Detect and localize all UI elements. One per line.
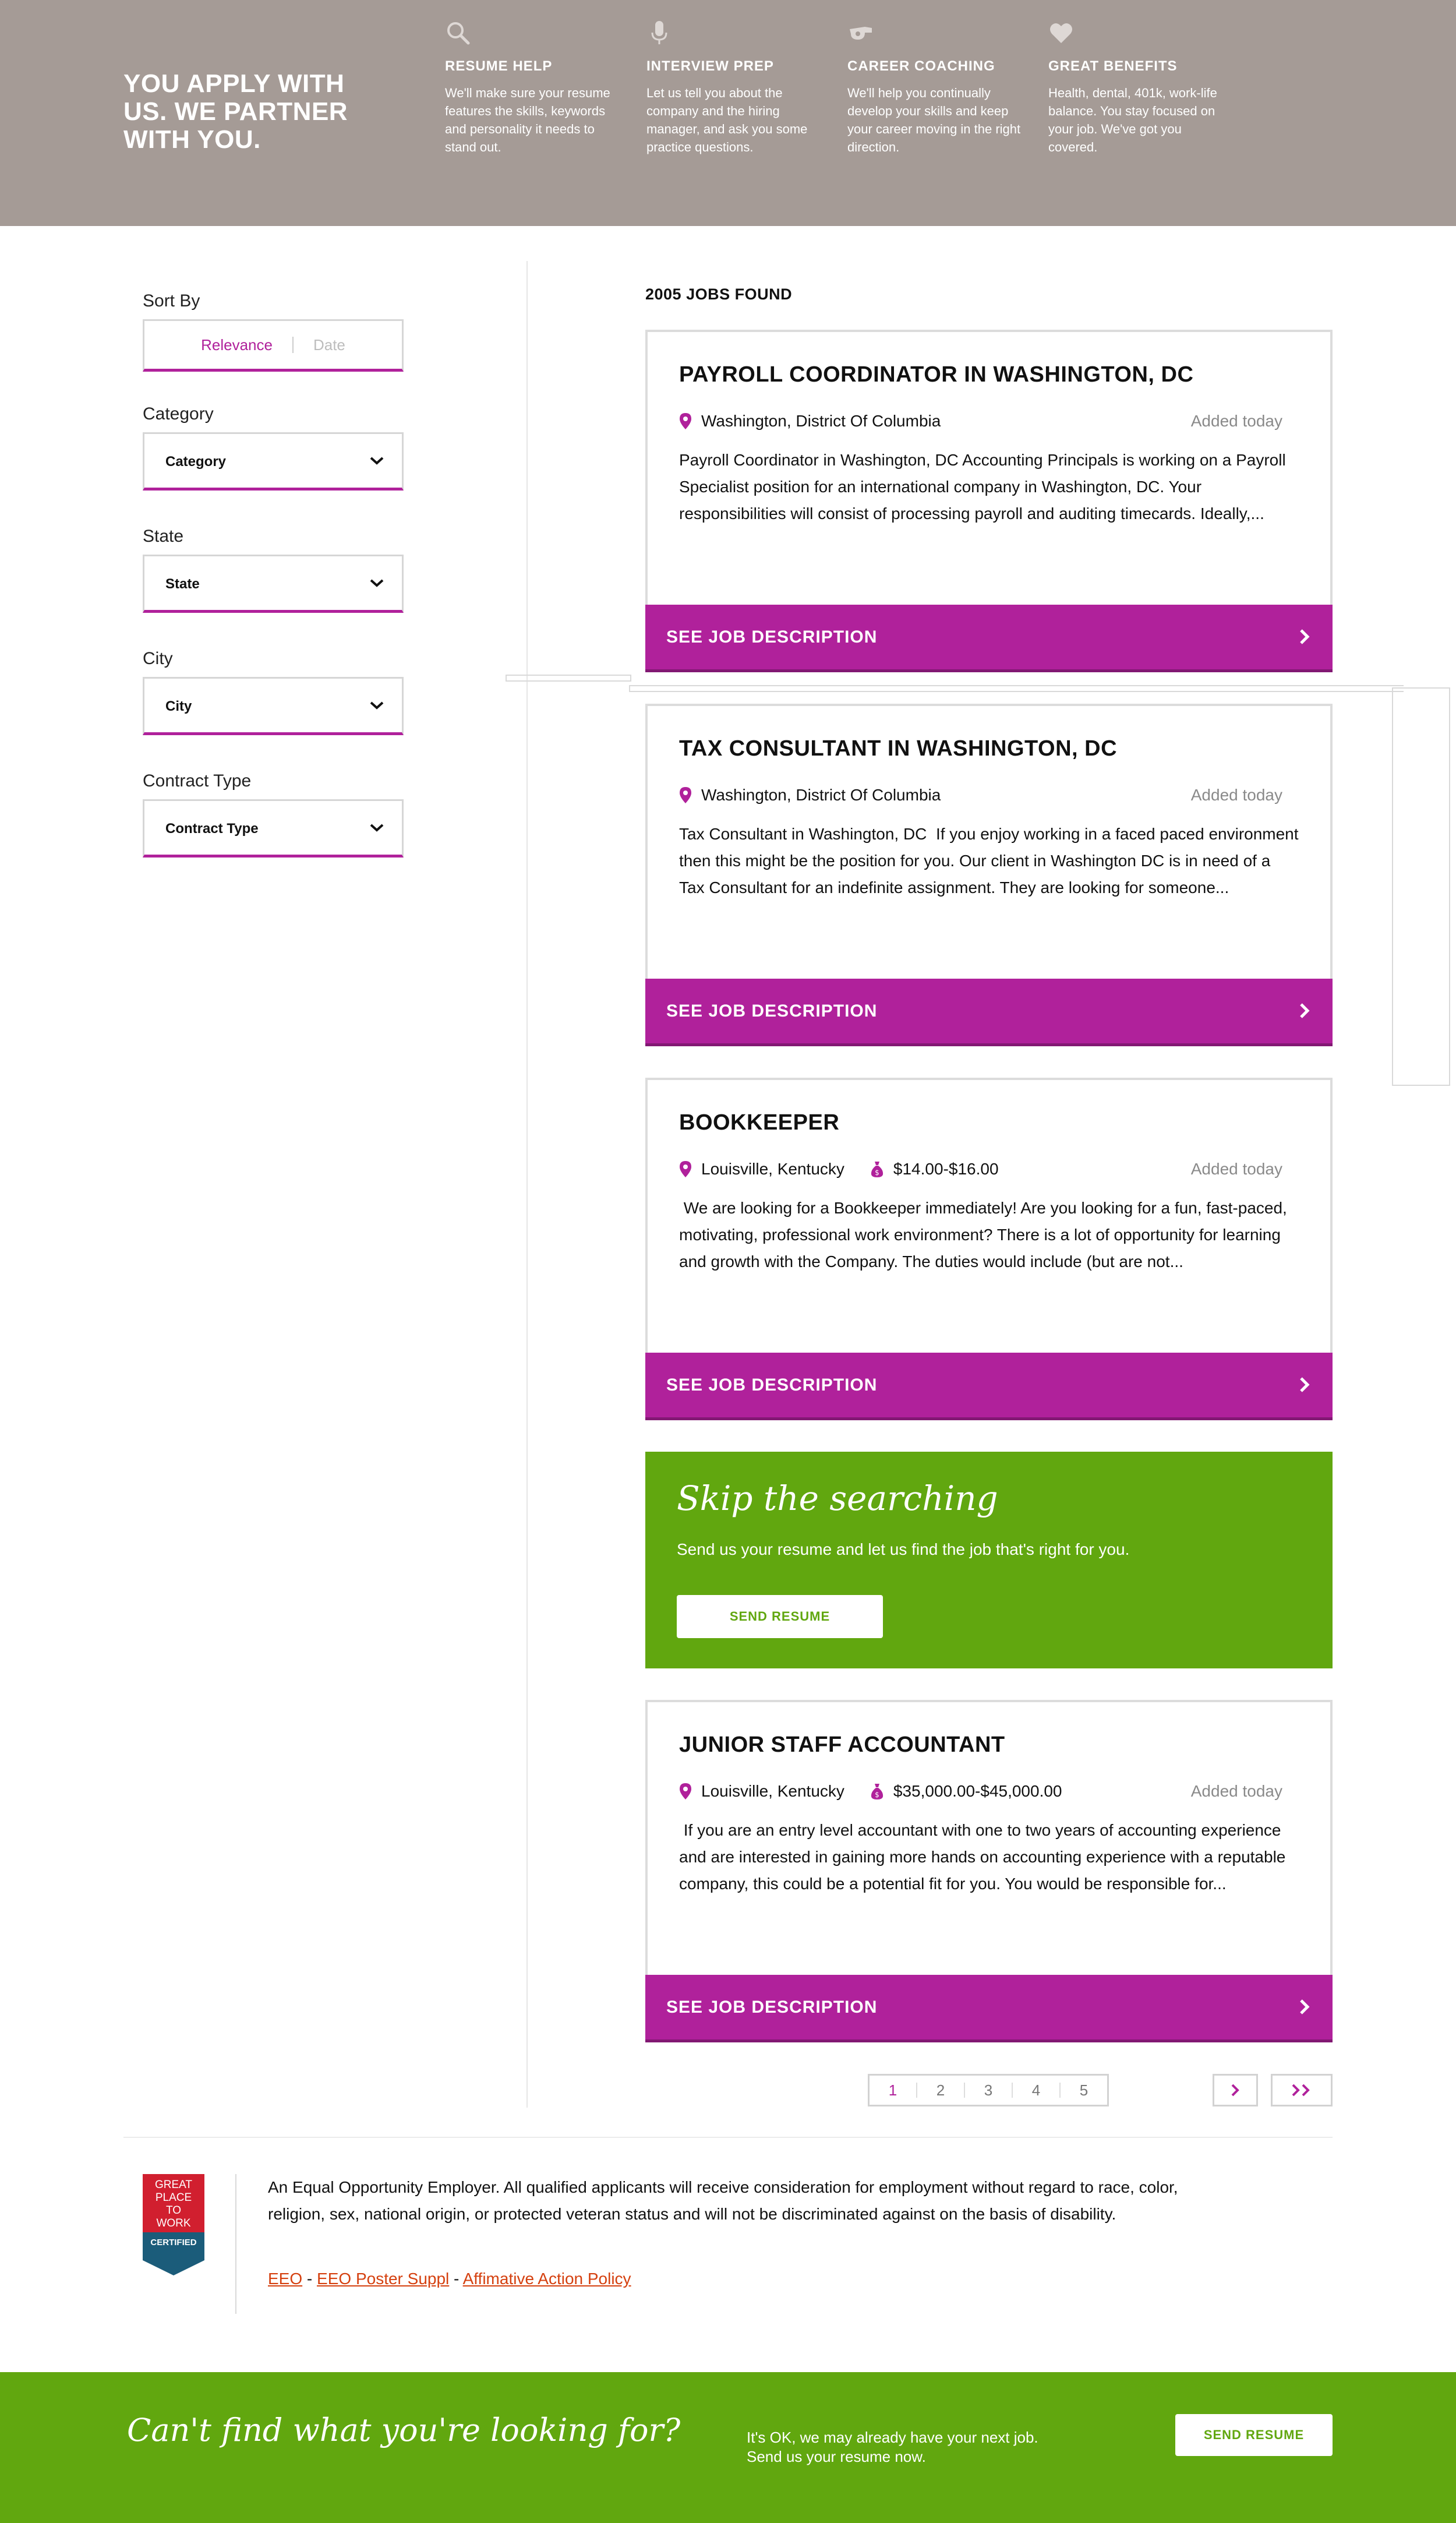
job-added-date: Added today [1190, 786, 1282, 804]
badge-text: TO [165, 2204, 182, 2217]
feature-text: We'll help you continually develop your skills and keep your career moving in the right direction. [847, 86, 1021, 154]
state-label: State [143, 527, 184, 546]
page-link-3[interactable]: 3 [984, 2081, 993, 2099]
cta-text-line: Send us your resume now. [747, 2448, 926, 2465]
job-location: Washington, District Of Columbia [701, 412, 941, 430]
job-card [645, 330, 1333, 672]
sort-by-label: Sort By [143, 291, 200, 310]
job-meta [679, 786, 1299, 804]
cta-text [747, 2428, 1143, 2466]
location-pin-icon [679, 412, 692, 430]
job-title[interactable]: PAYROLL COORDINATOR IN WASHINGTON, DC [679, 362, 1194, 387]
location-pin-icon [679, 786, 692, 804]
footer-vertical-divider [235, 2174, 236, 2314]
send-resume-button[interactable]: SEND RESUME [1175, 2414, 1333, 2456]
city-select[interactable] [143, 677, 404, 735]
job-added-date: Added today [1190, 412, 1282, 430]
job-meta [679, 412, 1299, 431]
jobs-found-count: 2005 JOBS FOUND [645, 285, 793, 303]
job-added-date: Added today [1190, 1782, 1282, 1800]
chevron-down-icon [369, 700, 384, 711]
link-separator: - [454, 2270, 460, 2288]
sort-relevance-option[interactable]: Relevance [201, 336, 273, 354]
decorative-outline [629, 685, 1404, 692]
job-location: Washington, District Of Columbia [701, 786, 941, 804]
badge-text: GREAT [154, 2179, 193, 2191]
microphone-icon [646, 20, 672, 45]
eeo-links [268, 2270, 631, 2288]
page-link-4[interactable]: 4 [1031, 2081, 1041, 2099]
last-page-button[interactable] [1271, 2074, 1333, 2106]
link-separator: - [306, 2270, 313, 2288]
category-select[interactable] [143, 432, 404, 491]
footer-divider [123, 2137, 1333, 2138]
decorative-outline [1392, 687, 1450, 1086]
job-meta [679, 1782, 1299, 1801]
whistle-icon [847, 20, 873, 45]
send-resume-button[interactable]: SEND RESUME [677, 1595, 883, 1638]
contract-type-label: Contract Type [143, 771, 252, 791]
chevron-down-icon [369, 577, 384, 589]
contract-type-select[interactable] [143, 799, 404, 858]
badge-text: WORK [156, 2217, 191, 2229]
feature-title: CAREER COACHING [847, 58, 995, 74]
job-meta [679, 1160, 1299, 1178]
see-job-description-button[interactable] [645, 605, 1333, 672]
feature-title: INTERVIEW PREP [646, 58, 774, 74]
promo-title: Skip the searching [677, 1478, 998, 1518]
feature-title: RESUME HELP [445, 58, 553, 74]
button-label: SEE JOB DESCRIPTION [666, 627, 878, 647]
chevron-right-icon [1299, 1998, 1310, 2016]
chevron-right-icon [1299, 628, 1310, 645]
job-location: Louisville, Kentucky [701, 1782, 844, 1800]
job-title[interactable]: TAX CONSULTANT IN WASHINGTON, DC [679, 736, 1118, 761]
category-select-value: Category [165, 454, 227, 470]
promo-text: Send us your resume and let us find the job that's right for you. [677, 1540, 1130, 1558]
cta-title: Can't find what you're looking for? [127, 2412, 681, 2448]
job-description: If you are an entry level accountant with one to two years of accounting experience and are interested in gaining more hands on accounting experience with a reputable company, this could be a potential fit for you. You would be responsible for... [679, 1821, 1291, 1893]
button-label: SEE JOB DESCRIPTION [666, 1997, 878, 2017]
page-link-2[interactable]: 2 [936, 2081, 945, 2099]
great-place-to-work-badge [143, 2174, 204, 2275]
job-location: Louisville, Kentucky [701, 1160, 844, 1178]
column-divider [526, 261, 528, 2108]
state-select[interactable] [143, 555, 404, 613]
money-bag-icon [870, 1160, 884, 1178]
city-select-value: City [165, 698, 192, 714]
see-job-description-button[interactable] [645, 979, 1333, 1046]
eeo-statement: An Equal Opportunity Employer. All qualified applicants will receive consideration for employment without regard to race, color, religion, sex, national origin, or protected veteran status and will not be discriminated against on the basis of disability. [268, 2178, 1178, 2223]
job-card [645, 1078, 1333, 1420]
location-pin-icon [679, 1783, 692, 1800]
chevron-right-icon [1299, 1002, 1310, 1019]
sort-date-option[interactable]: Date [313, 336, 345, 354]
svg-text:$: $ [875, 1791, 879, 1799]
feature-text: Health, dental, 401k, work-life balance. You stay focused on your job. We've got you covered. [1048, 86, 1217, 154]
category-label: Category [143, 404, 214, 424]
svg-text:$: $ [875, 1169, 879, 1177]
double-chevron-right-icon [1291, 2083, 1312, 2097]
chevron-down-icon [369, 822, 384, 834]
job-title[interactable]: BOOKKEEPER [679, 1110, 840, 1135]
eeo-poster-link[interactable]: EEO Poster Suppl [317, 2270, 450, 2288]
sort-divider [292, 337, 294, 353]
see-job-description-button[interactable] [645, 1353, 1333, 1420]
city-label: City [143, 649, 173, 668]
pagination [868, 2074, 1109, 2106]
job-salary: $14.00-$16.00 [893, 1160, 999, 1178]
cta-text-line: It's OK, we may already have your next job. [747, 2429, 1038, 2446]
job-description: We are looking for a Bookkeeper immediately! Are you looking for a fun, fast-paced, motivating, professional work environment? There is a lot of opportunity for learning and growth with the Company. The duties would include (but are not... [679, 1199, 1292, 1271]
sort-toggle [143, 319, 404, 372]
money-bag-icon [870, 1783, 884, 1800]
bottom-cta-band [0, 2372, 1456, 2523]
affirmative-action-link[interactable]: Affimative Action Policy [462, 2270, 631, 2288]
chevron-down-icon [369, 455, 384, 467]
location-pin-icon [679, 1160, 692, 1178]
chevron-right-icon [1299, 1376, 1310, 1393]
feature-interview-prep [646, 20, 821, 156]
badge-text: PLACE [155, 2192, 192, 2204]
job-description: Tax Consultant in Washington, DC If you enjoy working in a faced paced environment then this might be the position for you. Our client in Washington DC is in need of a Tax Consultant for an indefinite assignment. They are looking for someone... [679, 825, 1303, 897]
job-card [645, 704, 1333, 1046]
feature-career-coaching [847, 20, 1022, 156]
badge-certified: CERTIFIED [150, 2238, 197, 2247]
header-band [0, 0, 1456, 226]
page-link-5[interactable]: 5 [1079, 2081, 1089, 2099]
state-select-value: State [165, 576, 200, 592]
feature-text: We'll make sure your resume features the skills, keywords and personality it needs to stand out. [445, 86, 610, 154]
skip-searching-promo [645, 1452, 1333, 1668]
eeo-link[interactable]: EEO [268, 2270, 303, 2288]
job-salary: $35,000.00-$45,000.00 [893, 1782, 1062, 1800]
heart-icon [1048, 20, 1074, 45]
job-description: Payroll Coordinator in Washington, DC Accounting Principals is working on a Payroll Specialist position for an international company in Washington, DC. Your responsibilities will consist of processing payroll and auditing timecards. Ideally,... [679, 451, 1291, 523]
job-added-date: Added today [1190, 1160, 1282, 1178]
button-label: SEE JOB DESCRIPTION [666, 1001, 878, 1021]
header-title: YOU APPLY WITH US. WE PARTNER WITH YOU. [123, 69, 348, 154]
search-icon [445, 20, 471, 45]
chevron-right-icon [1231, 2083, 1240, 2097]
job-card [645, 1700, 1333, 2042]
feature-great-benefits [1048, 20, 1223, 156]
feature-text: Let us tell you about the company and the hiring manager, and ask you some practice questions. [646, 86, 808, 154]
decorative-outline [506, 675, 631, 682]
job-title[interactable]: JUNIOR STAFF ACCOUNTANT [679, 1732, 1005, 1757]
feature-title: GREAT BENEFITS [1048, 58, 1178, 74]
see-job-description-button[interactable] [645, 1975, 1333, 2042]
contract-type-select-value: Contract Type [165, 821, 259, 837]
button-label: SEE JOB DESCRIPTION [666, 1375, 878, 1395]
next-page-button[interactable] [1213, 2074, 1258, 2106]
feature-resume-help [445, 20, 620, 156]
filter-sidebar [143, 291, 405, 894]
page-link-1[interactable]: 1 [888, 2081, 897, 2099]
